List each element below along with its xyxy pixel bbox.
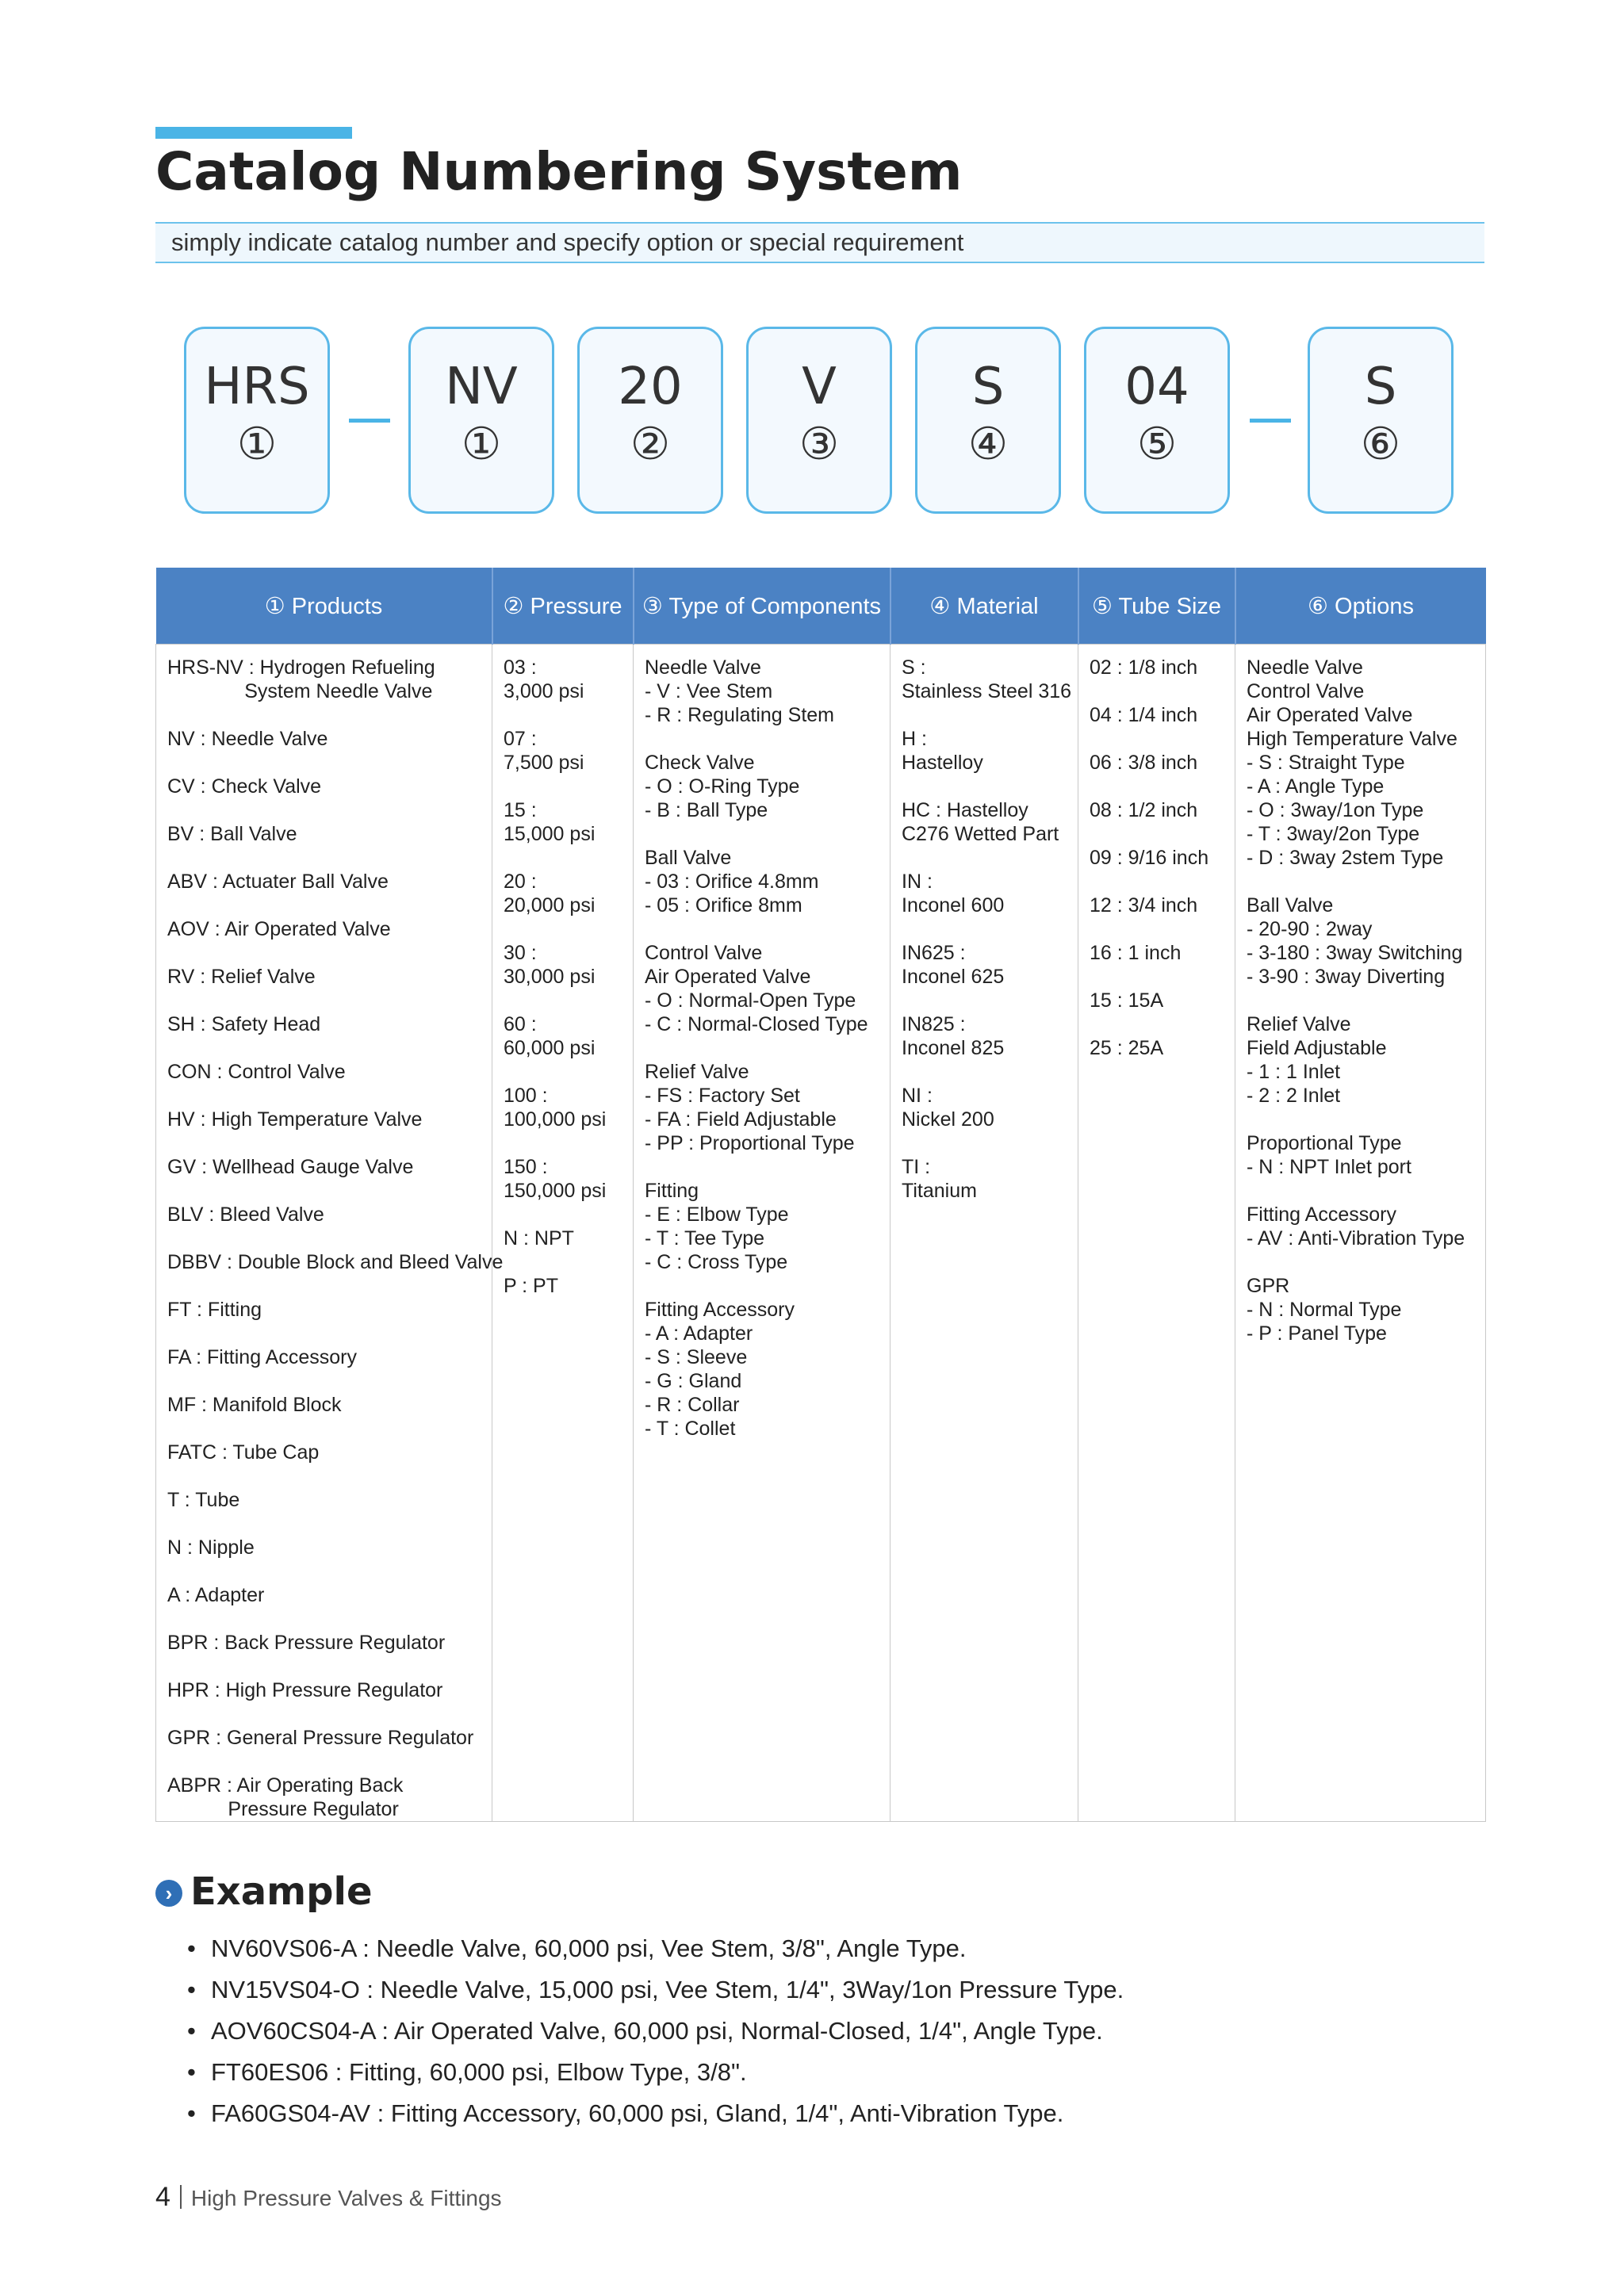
table-cell-line: GV : Wellhead Gauge Valve (167, 1156, 414, 1178)
table-cell-line: 15,000 psi (504, 823, 596, 845)
table-cell-line: - FA : Field Adjustable (645, 1108, 837, 1131)
table-cell-line: FATC : Tube Cap (167, 1441, 320, 1464)
cell-spacer (167, 1369, 492, 1393)
cell-spacer (1090, 775, 1235, 798)
table-cell-line: HC : Hastelloy (902, 799, 1028, 821)
cell-spacer (645, 822, 890, 846)
cell-spacer (167, 894, 492, 917)
cell-spacer (167, 1322, 492, 1345)
code-box-letters: 04 (1124, 358, 1189, 416)
table-cell-line: 03 : (504, 656, 537, 679)
cell-spacer (167, 798, 492, 822)
example-item: • FT60ES06 : Fitting, 60,000 psi, Elbow Type, 3/8". (187, 2058, 747, 2086)
cell-spacer (902, 1060, 1078, 1084)
code-box-type (746, 327, 892, 514)
table-cell-line: - S : Sleeve (645, 1346, 748, 1368)
cell-spacer (167, 1417, 492, 1441)
page-footer (155, 2182, 502, 2213)
code-box-products-prefix (184, 327, 330, 514)
products-column (156, 645, 504, 1822)
type-of-components-column (634, 645, 891, 1822)
code-separator-dash (1250, 419, 1291, 423)
table-cell-line: Titanium (902, 1180, 977, 1202)
table-cell-line: S : (902, 656, 926, 679)
table-cell-line: Inconel 600 (902, 894, 1005, 916)
cell-spacer (167, 1512, 492, 1536)
code-box-number: ③ (799, 419, 840, 470)
catalog-spec-table (155, 568, 1486, 1822)
table-cell-line: Air Operated Valve (1247, 704, 1413, 726)
table-cell-line: N : NPT (504, 1227, 574, 1249)
table-cell-line: 15 : (504, 799, 537, 821)
code-box-number: ④ (967, 419, 1009, 470)
table-cell-line: Ball Valve (645, 847, 732, 869)
table-cell-line: 02 : 1/8 inch (1090, 656, 1198, 679)
table-cell-line: 12 : 3/4 inch (1090, 894, 1198, 916)
table-cell-line: - S : Straight Type (1247, 752, 1405, 774)
table-cell-line: Ball Valve (1247, 894, 1334, 916)
table-cell-line: 3,000 psi (504, 680, 584, 702)
table-cell-line: - 3-90 : 3way Diverting (1247, 966, 1446, 988)
cell-spacer (167, 1464, 492, 1488)
table-cell-line: - O : Normal-Open Type (645, 989, 856, 1012)
cell-spacer (167, 1655, 492, 1678)
table-cell-line: - T : 3way/2on Type (1247, 823, 1420, 845)
cell-spacer (1090, 1012, 1235, 1036)
chevron-right-icon: › (155, 1880, 182, 1907)
example-text: AOV60CS04-A : Air Operated Valve, 60,000 psi, Normal-Closed, 1/4", Angle Type. (211, 2017, 1103, 2045)
code-box-number: ⑥ (1360, 419, 1401, 470)
cell-spacer (1247, 1108, 1485, 1131)
table-cell-line: - R : Regulating Stem (645, 704, 834, 726)
table-cell-line: - A : Adapter (645, 1322, 753, 1345)
code-box-number: ① (461, 419, 502, 470)
table-cell-line: GPR : General Pressure Regulator (167, 1727, 474, 1749)
code-box-number: ⑤ (1136, 419, 1178, 470)
table-cell-line: - P : Panel Type (1247, 1322, 1387, 1345)
table-cell-line: Proportional Type (1247, 1132, 1402, 1154)
table-cell-line: System Needle Valve (167, 680, 433, 702)
cell-spacer (645, 1274, 890, 1298)
table-cell-line: NV : Needle Valve (167, 728, 328, 750)
page-title: Catalog Numbering System (155, 141, 963, 202)
table-cell-line: DBBV : Double Block and Bleed Valve (167, 1251, 504, 1273)
cell-spacer (504, 1060, 633, 1084)
table-cell-line: 30,000 psi (504, 966, 596, 988)
table-cell-line: - 05 : Orifice 8mm (645, 894, 802, 916)
table-cell-line: GPR (1247, 1275, 1290, 1297)
page-number: 4 (155, 2182, 170, 2212)
table-cell-line: Check Valve (645, 752, 755, 774)
table-cell-line: - A : Angle Type (1247, 775, 1385, 798)
table-cell-line: 25 : 25A (1090, 1037, 1164, 1059)
table-cell-line: 04 : 1/4 inch (1090, 704, 1198, 726)
cell-spacer (167, 1559, 492, 1583)
header-pressure: ② Pressure (492, 568, 634, 645)
table-cell-line: 20,000 psi (504, 894, 596, 916)
pressure-column (492, 645, 634, 1822)
table-cell-line: Stainless Steel 316 (902, 680, 1072, 702)
table-header-row (156, 568, 1486, 645)
page-subtitle: simply indicate catalog number and specify option or special requirement (155, 222, 1484, 263)
table-cell-line: - 20-90 : 2way (1247, 918, 1373, 940)
table-cell-line: Fitting Accessory (645, 1299, 795, 1321)
cell-spacer (167, 1702, 492, 1726)
table-cell-line: TI : (902, 1156, 931, 1178)
cell-spacer (1247, 870, 1485, 894)
cell-spacer (902, 1131, 1078, 1155)
table-cell-line: H : (902, 728, 927, 750)
code-box-number: ① (236, 419, 278, 470)
table-cell-line: Fitting Accessory (1247, 1203, 1396, 1226)
table-cell-line: HV : High Temperature Valve (167, 1108, 423, 1131)
table-cell-line: - AV : Anti-Vibration Type (1247, 1227, 1465, 1249)
code-box-letters: 20 (618, 358, 683, 416)
table-cell-line: 100 : (504, 1085, 548, 1107)
table-cell-line: C276 Wetted Part (902, 823, 1059, 845)
table-cell-line: Needle Valve (1247, 656, 1363, 679)
table-cell-line: 08 : 1/2 inch (1090, 799, 1198, 821)
cell-spacer (1247, 989, 1485, 1012)
table-cell-line: Control Valve (1247, 680, 1365, 702)
table-cell-line: AOV : Air Operated Valve (167, 918, 391, 940)
code-box-letters: V (802, 358, 837, 416)
table-cell-line: RV : Relief Valve (167, 966, 316, 988)
table-cell-line: CV : Check Valve (167, 775, 322, 798)
table-cell-line: - B : Ball Type (645, 799, 768, 821)
cell-spacer (167, 989, 492, 1012)
options-column (1235, 645, 1486, 1822)
header-options: ⑥ Options (1235, 568, 1486, 645)
example-list (187, 1928, 1124, 2134)
table-cell-line: - G : Gland (645, 1370, 742, 1392)
example-item: • AOV60CS04-A : Air Operated Valve, 60,000 psi, Normal-Closed, 1/4", Angle Type. (187, 2017, 1103, 2045)
table-cell-line: Inconel 625 (902, 966, 1005, 988)
table-cell-line: BPR : Back Pressure Regulator (167, 1632, 446, 1654)
code-separator-dash (349, 419, 390, 423)
code-box-options (1308, 327, 1454, 514)
table-cell-line: Fitting (645, 1180, 699, 1202)
table-cell-line: - C : Normal-Closed Type (645, 1013, 868, 1035)
cell-spacer (645, 727, 890, 751)
table-cell-line: - 1 : 1 Inlet (1247, 1061, 1341, 1083)
example-item: • NV15VS04-O : Needle Valve, 15,000 psi, Vee Stem, 1/4", 3Way/1on Pressure Type. (187, 1976, 1124, 2003)
cell-spacer (645, 1036, 890, 1060)
cell-spacer (504, 1131, 633, 1155)
material-column (891, 645, 1078, 1822)
table-cell-line: P : PT (504, 1275, 559, 1297)
table-cell-line: - N : Normal Type (1247, 1299, 1402, 1321)
table-cell-line: Hastelloy (902, 752, 983, 774)
table-cell-line: ABV : Actuater Ball Valve (167, 871, 389, 893)
table-cell-line: SH : Safety Head (167, 1013, 321, 1035)
cell-spacer (1090, 727, 1235, 751)
cell-spacer (167, 1607, 492, 1631)
table-cell-line: 30 : (504, 942, 537, 964)
table-cell-line: BV : Ball Valve (167, 823, 297, 845)
table-cell-line: 150,000 psi (504, 1180, 607, 1202)
table-cell-line: IN : (902, 871, 933, 893)
table-cell-line: 07 : (504, 728, 537, 750)
cell-spacer (902, 917, 1078, 941)
code-box-letters: HRS (204, 358, 310, 416)
footer-text: High Pressure Valves & Fittings (190, 2186, 502, 2210)
table-cell-line: 60 : (504, 1013, 537, 1035)
table-cell-line: - T : Tee Type (645, 1227, 765, 1249)
header-tube-size: ⑤ Tube Size (1078, 568, 1235, 645)
table-cell-line: 06 : 3/8 inch (1090, 752, 1198, 774)
header-type-of-components: ③ Type of Components (634, 568, 891, 645)
example-text: FA60GS04-AV : Fitting Accessory, 60,000 psi, Gland, 1/4", Anti-Vibration Type. (211, 2099, 1064, 2127)
table-cell-line: Air Operated Valve (645, 966, 811, 988)
cell-spacer (167, 1179, 492, 1203)
table-cell-line: 16 : 1 inch (1090, 942, 1182, 964)
cell-spacer (167, 1084, 492, 1108)
cell-spacer (504, 1250, 633, 1274)
header-products: ① Products (156, 568, 492, 645)
cell-spacer (902, 846, 1078, 870)
table-cell-line: Inconel 825 (902, 1037, 1005, 1059)
table-cell-line: T : Tube (167, 1489, 240, 1511)
table-cell-line: - T : Collet (645, 1418, 736, 1440)
table-cell-line: - V : Vee Stem (645, 680, 773, 702)
cell-spacer (902, 989, 1078, 1012)
table-cell-line: ABPR : Air Operating Back (167, 1774, 404, 1797)
table-cell-line: Control Valve (645, 942, 763, 964)
table-cell-line: Pressure Regulator (167, 1798, 399, 1820)
tube-size-column (1078, 645, 1235, 1822)
table-cell-line: IN625 : (902, 942, 966, 964)
cell-spacer (504, 989, 633, 1012)
table-cell-line: HRS-NV : Hydrogen Refueling (167, 656, 435, 679)
cell-spacer (167, 1274, 492, 1298)
table-cell-line: - 3-180 : 3way Switching (1247, 942, 1463, 964)
table-cell-line: - O : 3way/1on Type (1247, 799, 1424, 821)
table-cell-line: Relief Valve (645, 1061, 749, 1083)
cell-spacer (1090, 822, 1235, 846)
code-box-tube-size (1084, 327, 1230, 514)
code-box-letters: S (1364, 358, 1397, 416)
cell-spacer (1090, 965, 1235, 989)
table-cell-line: CON : Control Valve (167, 1061, 346, 1083)
code-box-letters: NV (445, 358, 518, 416)
table-cell-line: 09 : 9/16 inch (1090, 847, 1209, 869)
cell-spacer (902, 703, 1078, 727)
table-cell-line: - C : Cross Type (645, 1251, 788, 1273)
table-cell-line: 100,000 psi (504, 1108, 607, 1131)
table-cell-line: MF : Manifold Block (167, 1394, 342, 1416)
title-accent-bar (155, 127, 352, 139)
table-cell-line: A : Adapter (167, 1584, 265, 1606)
cell-spacer (645, 1155, 890, 1179)
table-cell-line: Relief Valve (1247, 1013, 1351, 1035)
table-cell-line: High Temperature Valve (1247, 728, 1457, 750)
example-text: FT60ES06 : Fitting, 60,000 psi, Elbow Type, 3/8". (211, 2058, 747, 2086)
table-cell-line: - O : O-Ring Type (645, 775, 800, 798)
table-cell-line: FT : Fitting (167, 1299, 262, 1321)
table-cell-line: - PP : Proportional Type (645, 1132, 855, 1154)
cell-spacer (902, 775, 1078, 798)
table-cell-line: - 03 : Orifice 4.8mm (645, 871, 819, 893)
cell-spacer (1247, 1250, 1485, 1274)
cell-spacer (167, 941, 492, 965)
cell-spacer (645, 917, 890, 941)
cell-spacer (1090, 870, 1235, 894)
table-cell-line: - R : Collar (645, 1394, 740, 1416)
cell-spacer (167, 1036, 492, 1060)
cell-spacer (1090, 917, 1235, 941)
code-box-material (915, 327, 1061, 514)
cell-spacer (167, 751, 492, 775)
table-cell-line: 20 : (504, 871, 537, 893)
table-cell-line: - FS : Factory Set (645, 1085, 800, 1107)
table-cell-line: Field Adjustable (1247, 1037, 1387, 1059)
table-cell-line: Nickel 200 (902, 1108, 994, 1131)
cell-spacer (1090, 679, 1235, 703)
table-cell-line: N : Nipple (167, 1536, 255, 1559)
table-cell-line: Needle Valve (645, 656, 761, 679)
cell-spacer (504, 846, 633, 870)
cell-spacer (504, 1203, 633, 1226)
table-cell-line: 150 : (504, 1156, 548, 1178)
table-cell-line: BLV : Bleed Valve (167, 1203, 324, 1226)
example-title: Example (190, 1869, 373, 1914)
example-text: NV60VS06-A : Needle Valve, 60,000 psi, Vee Stem, 3/8", Angle Type. (211, 1934, 967, 1962)
table-cell-line: FA : Fitting Accessory (167, 1346, 357, 1368)
cell-spacer (167, 1131, 492, 1155)
example-text: NV15VS04-O : Needle Valve, 15,000 psi, Vee Stem, 1/4", 3Way/1on Pressure Type. (211, 1976, 1124, 2003)
cell-spacer (167, 1750, 492, 1774)
table-cell-line: HPR : High Pressure Regulator (167, 1679, 443, 1701)
cell-spacer (167, 846, 492, 870)
code-box-number: ② (630, 419, 671, 470)
table-cell-line: - E : Elbow Type (645, 1203, 789, 1226)
cell-spacer (504, 703, 633, 727)
code-box-letters: S (971, 358, 1005, 416)
table-cell-line: - N : NPT Inlet port (1247, 1156, 1411, 1178)
table-body-row (156, 645, 1486, 1822)
example-item: • NV60VS06-A : Needle Valve, 60,000 psi, Vee Stem, 3/8", Angle Type. (187, 1934, 967, 1962)
cell-spacer (504, 917, 633, 941)
table-cell-line: IN825 : (902, 1013, 966, 1035)
code-box-products (408, 327, 554, 514)
table-cell-line: - D : 3way 2stem Type (1247, 847, 1444, 869)
table-cell-line: NI : (902, 1085, 933, 1107)
cell-spacer (167, 1226, 492, 1250)
code-box-pressure (577, 327, 723, 514)
header-material: ④ Material (891, 568, 1078, 645)
table-cell-line: 60,000 psi (504, 1037, 596, 1059)
table-cell-line: - 2 : 2 Inlet (1247, 1085, 1341, 1107)
cell-spacer (1247, 1179, 1485, 1203)
example-item: • FA60GS04-AV : Fitting Accessory, 60,000 psi, Gland, 1/4", Anti-Vibration Type. (187, 2099, 1064, 2127)
cell-spacer (167, 703, 492, 727)
table-cell-line: 15 : 15A (1090, 989, 1164, 1012)
footer-divider (180, 2185, 182, 2209)
cell-spacer (504, 775, 633, 798)
table-cell-line: 7,500 psi (504, 752, 584, 774)
